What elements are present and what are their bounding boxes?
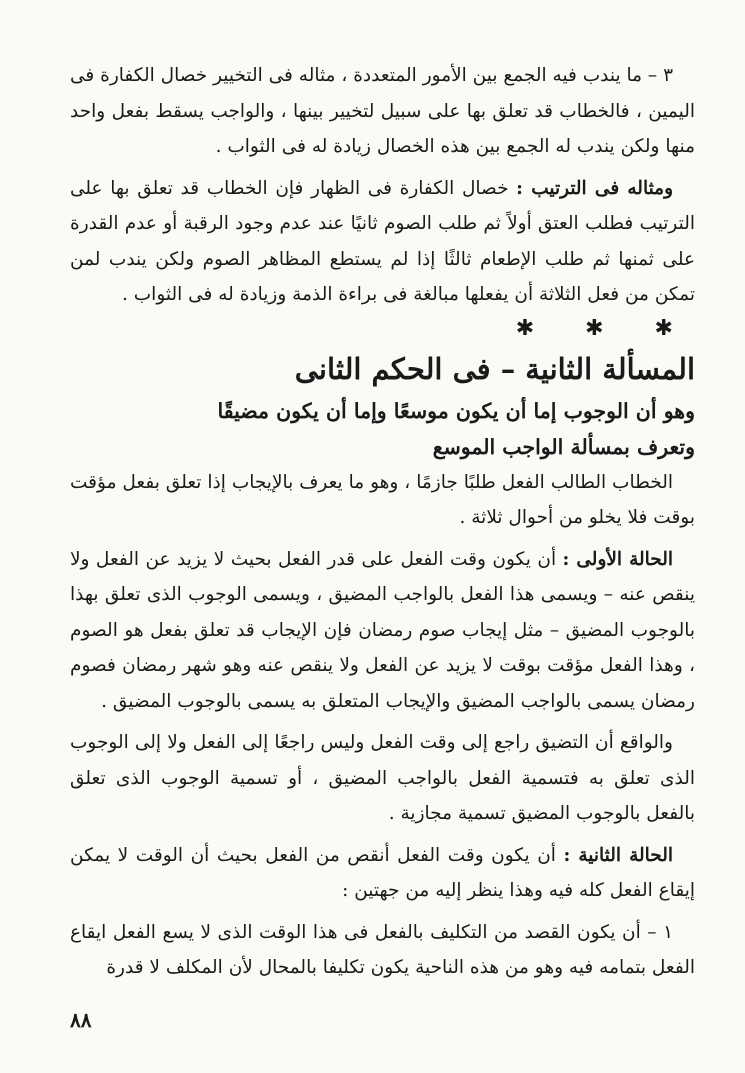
section-heading: المسألة الثانية – فى الحكم الثانى <box>294 351 695 386</box>
section-divider-stars: ✱ ✱ ✱ <box>515 315 695 341</box>
paragraph-first-case <box>70 542 695 720</box>
page-number: ٨٨ <box>70 1008 92 1032</box>
second-case-text: أن يكون وقت الفعل أنقص من الفعل بحيث أن الوقت لا يمكن إيقاع الفعل كله فيه وهذا ينظر إليه من جهتين : <box>70 844 695 901</box>
paragraph-point-one: ١ – أن يكون القصد من التكليف بالفعل فى هذا الوقت الذى لا يسع الفعل ايقاع الفعل بتمامه فيه وهو من هذه الناحية يكون تكليفا بالمحال لأن المكلف لا قدرة <box>70 921 695 978</box>
first-case-text: أن يكون وقت الفعل على قدر الفعل بحيث لا يزيد عن الفعل ولا ينقص عنه – ويسمى هذا الفعل بالواجب المضيق ، ويسمى الوجوب الذى تعلق بهذا بالوجوب المضيق – مثل إيجاب صوم رمضان فإن الإيجاب قد تعلق بفعل هو الصوم ، وهذا الفعل مؤقت بوقت لا يزيد عن الفعل ولا ينقص عنه وهو شهر رمضان فصوم رمضان يسمى بالواجب المضيق والإيجاب المتعلق به يسمى بالوجوب المضيق . <box>70 548 695 712</box>
paragraph-definite-demand: الخطاب الطالب الفعل طلبًا جازمًا ، وهو ما يعرف بالإيجاب إذا تعلق بفعل مؤقت بوقت فلا يخلو من أحوال ثلاثة . <box>70 471 695 528</box>
paragraph-choice-expiation: ٣ – ما يندب فيه الجمع بين الأمور المتعددة ، مثاله فى التخيير خصال الكفارة فى اليمين ، فالخطاب قد تعلق بها على سبيل لتخيير بينها ، والواجب يسقط بفعل واحد منها ولكن يندب له الجمع بين هذه الخصال زيادة له فى الثواب . <box>70 65 695 157</box>
first-case-lead: الحالة الأولى : <box>562 548 673 570</box>
section-subheading-2: وتعرف بمسألة الواجب الموسع <box>432 434 695 459</box>
order-example-text: خصال الكفارة فى الظهار فإن الخطاب قد تعلق بها على الترتيب فطلب العتق أولاً ثم طلب الصوم ثانيًا عند عدم وجود الرقبة أو عدم القدرة على ثمنها ثم طلب الإطعام ثالثًا إذا لم يستطع المظاهر الصوم ولكن يندب لمن تمكن من فعل الثلاثة أن يفعلها مبالغة فى براءة الذمة وزيادة له فى الثواب . <box>70 177 695 305</box>
page-body <box>70 58 695 986</box>
order-example-lead: ومثاله فى الترتيب : <box>516 177 674 199</box>
paragraph-order-expiation <box>70 171 695 313</box>
paragraph-second-case <box>70 838 695 909</box>
second-case-lead: الحالة الثانية : <box>563 844 673 866</box>
paragraph-narrowing-note: والواقع أن التضيق راجع إلى وقت الفعل وليس راجعًا إلى الفعل ولا إلى الوجوب الذى تعلق به فتسمية الفعل بالواجب المضيق ، أو تسمية الوجوب الذى تعلق بالفعل بالوجوب المضيق تسمية مجازية . <box>70 732 695 824</box>
section-subheading-1: وهو أن الوجوب إما أن يكون موسعًا وإما أن يكون مضيقًا <box>217 398 695 423</box>
